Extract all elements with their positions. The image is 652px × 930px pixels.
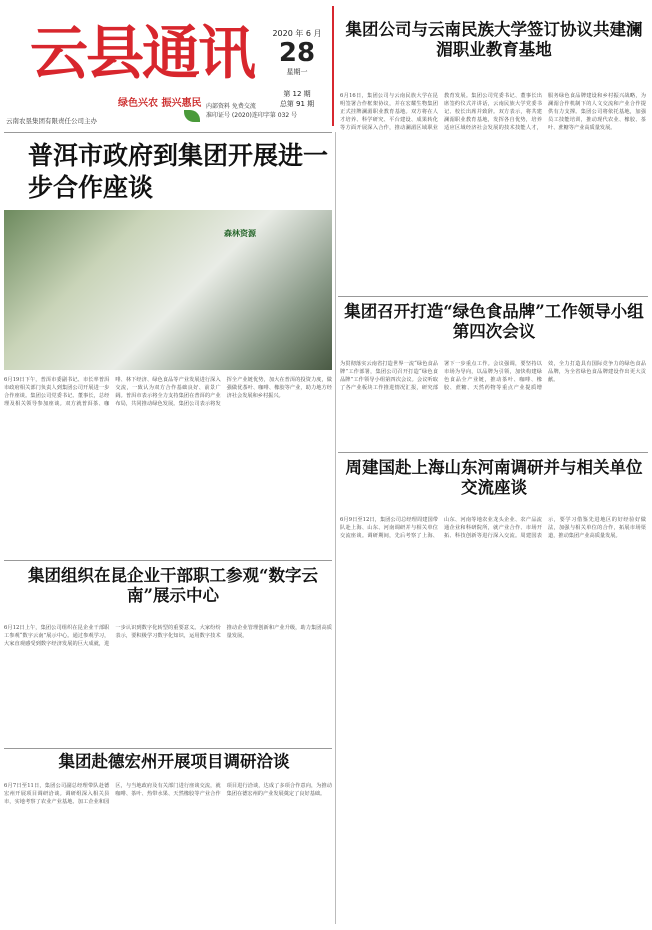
date-weekday: 星期一 [286,68,308,76]
photo-caption: 森林资源 [224,229,256,238]
red-divider [332,6,334,126]
article-3-title: 集团召开打造“绿色食品牌”工作领导小组第四次会议 [344,302,644,341]
article-5-body: 6月9日至12日，集团公司总经理周建国带队赴上海、山东、河南调研并与相关单位交流座谈。调研期间，先后考察了上海、山东、河南等地农业龙头企业、农产品流通企业和科研院所，就产业合作、市场开拓、科技创新等进行深入交流。周建国表示，要学习借鉴先进地区的好经验好做法，加强与相关单位的合作，拓展市场渠道，推动集团产业高质量发展。 [340,517,646,539]
divider [338,296,648,297]
article-6-body: 6月7日至11日，集团公司副总经理带队赴德宏州开展项目调研洽谈。调研组深入相关县市，实地考察了农业产业基地、加工企业和园区，与当地政府及有关部门进行座谈交流，就咖啡、茶叶、热带水果、天然橡胶等产业合作项目进行洽谈，达成了多项合作意向，为推动集团在德宏州的产业发展奠定了良好基础。 [4,783,332,805]
article-2-photo [4,210,332,370]
reg-label: 准印证号 (2020)连印字第 032 号 [206,112,298,119]
column-separator [335,132,336,924]
issue-number: 第 12 期 [283,90,311,98]
total-issue: 总第 91 期 [279,100,315,108]
masthead-sponsor: 云南农垦集团有限责任公司主办 [6,117,97,125]
article-2-body: 6月19日下午，普洱市委副书记、市长率普洱市政府相关部门负责人到集团公司开展进一步合作座谈。集团公司党委书记、董事长，总经理及相关领导参加座谈。双方就普洱茶、咖啡、林下经济、绿色食品等产业发展进行深入交流，一致认为双方合作基础良好、前景广阔。普洱市表示将全力支持集团在普洱的产业布局，共同推动绿色发展。集团公司表示将发挥全产业链优势，加大在普洱的投资力度，做强做优茶叶、咖啡、橡胶等产业，助力地方经济社会发展和乡村振兴。 [4,377,332,407]
article-1-body: 6月16日，集团公司与云南民族大学在昆明签署合作框架协议，并在宏耀生物集团正式挂牌澜湄职业教育基地。双方将在人才培养、科学研究、平台建设、成果转化等方面开展深入合作，推动澜湄区域职业教育发展。集团公司党委书记、董事长出席签约仪式并讲话，云南民族大学党委书记、校长出席并致辞。双方表示，将共建澜湄职业教育基地，发挥各自优势，培养适应区域经济社会发展的技术技能人才，服务绿色食品牌建设和乡村振兴战略，为澜湄合作机制下的人文交流和产业合作提供有力支撑。集团公司将依托基地，加强员工技能培训，推动现代农业、橡胶、茶叶、蔗糖等产业高质量发展。 [340,93,646,131]
divider [338,452,648,453]
masthead-title: 云县通讯 [30,19,255,87]
article-2-title: 普洱市政府到集团开展进一步合作座谈 [28,141,329,202]
article-1-title: 集团公司与云南民族大学签订协议共建澜湄职业教育基地 [345,20,643,59]
divider [4,748,332,749]
date-day: 28 [278,38,316,68]
article-4-title: 集团组织在昆企业干部职工参观“数字云南”展示中心 [28,566,318,605]
article-4-body: 6月12日上午，集团公司组织在昆企业干部职工参观“数字云南”展示中心。通过参观学习，大家直观感受到数字经济发展的巨大成就，进一步认识到数字化转型的重要意义。大家纷纷表示，要积极学习数字化知识，运用数字技术推动企业管理创新和产业升级，助力集团高质量发展。 [4,625,332,647]
date-box [266,28,328,124]
leaf-icon [184,110,200,122]
date-year-month: 2020 年 6 月 [272,29,322,38]
masthead-slogan: 绿色兴农 振兴惠民 [118,98,202,109]
article-5-title: 周建国赴上海山东河南调研并与相关单位交流座谈 [345,458,643,497]
article-6-title: 集团赴德宏州开展项目调研洽谈 [58,752,290,771]
internal-label: 内部资料 免费交流 [206,103,256,110]
article-3-body: 为贯彻落实云南省打造世界一流“绿色食品牌”工作部署，集团公司召开打造“绿色食品牌”工作领导小组第四次会议。会议听取了各产业板块工作推进情况汇报，研究部署下一步重点工作。会议强调，要坚持以市场为导向，以品牌为引领，加快构建绿色食品全产业链，推动茶叶、咖啡、橡胶、蔗糖、天然药物等重点产业提质增效，全力打造具有国际竞争力的绿色食品品牌，为全省绿色食品牌建设作出更大贡献。 [340,361,646,391]
divider [4,560,332,561]
divider [4,132,332,133]
